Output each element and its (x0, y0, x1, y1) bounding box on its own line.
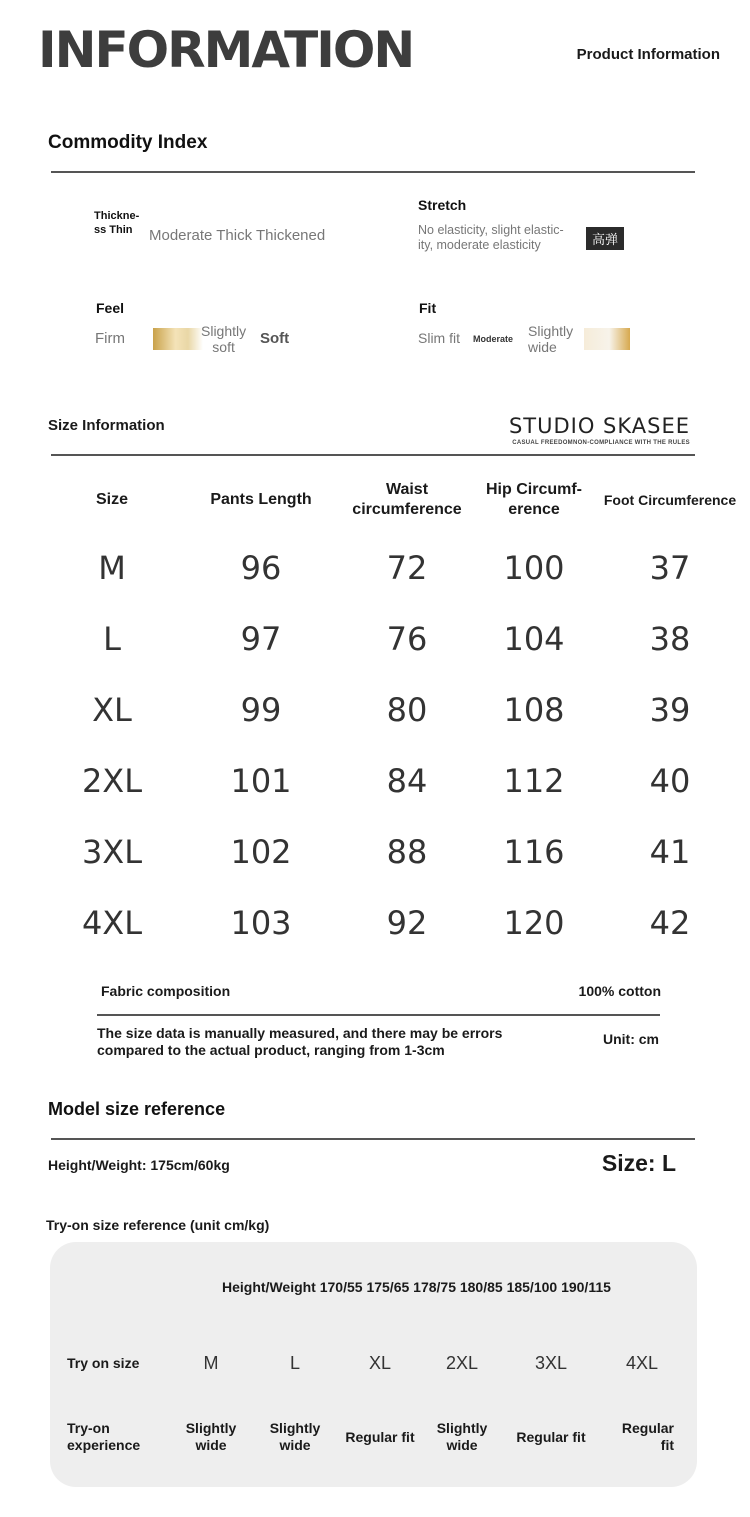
tryon-experience-cell (500, 1429, 602, 1446)
cell-pants-length: 97 (240, 619, 282, 658)
measurement-note-line1: The size data is manually measured, and there may be errors (97, 1025, 503, 1041)
exp-line1: Regular fit (516, 1428, 586, 1445)
table-row (48, 816, 748, 887)
table-row (48, 887, 748, 958)
cell-pants-length: 101 (230, 761, 292, 800)
fit-option-slightly-wide-line2: wide (528, 339, 557, 355)
cell-pants-length: 99 (240, 690, 282, 729)
tryon-reference-panel (50, 1242, 697, 1487)
tryon-experience-cell (602, 1420, 682, 1454)
cell-hip: 116 (503, 832, 565, 871)
size-info-divider (51, 454, 695, 456)
tryon-size-label: Try on size (67, 1355, 140, 1371)
cell-size: 4XL (81, 903, 143, 942)
stretch-options (418, 223, 564, 253)
cell-hip: 112 (503, 761, 565, 800)
cell-pants-length: 103 (230, 903, 292, 942)
tryon-experience-row (50, 1419, 697, 1455)
cell-foot: 37 (649, 548, 691, 587)
fabric-label: Fabric composition (101, 983, 231, 999)
size-table (48, 468, 748, 958)
tryon-size-cell: XL (368, 1352, 392, 1373)
fit-option-slim: Slim fit (418, 330, 460, 346)
cell-foot: 39 (649, 690, 691, 729)
cell-size: L (103, 619, 121, 658)
unit-label: Unit: cm (603, 1031, 659, 1047)
table-row (48, 532, 748, 603)
thickness-options: Moderate Thick Thickened (149, 227, 326, 244)
fit-option-slightly-wide (528, 323, 573, 355)
tryon-experience-cell (336, 1429, 424, 1446)
commodity-index-heading: Commodity Index (48, 132, 208, 153)
header-hip: Hip Circumf- erence (486, 481, 582, 518)
exp-line2: fit (660, 1437, 674, 1453)
cell-hip: 104 (503, 619, 565, 658)
stretch-label: Stretch (418, 197, 467, 213)
size-information-heading: Size Information (48, 417, 165, 434)
model-height-weight: Height/Weight: 175cm/60kg (48, 1157, 230, 1173)
cell-foot: 38 (649, 619, 691, 658)
fit-option-moderate: Moderate (473, 334, 514, 344)
fit-selected-swatch (584, 328, 630, 350)
tryon-experience-cell (254, 1420, 336, 1454)
table-row (48, 603, 748, 674)
header-pants-length: Pants Length (210, 491, 312, 508)
cell-hip: 120 (503, 903, 565, 942)
exp-line1: Slightly (185, 1420, 237, 1436)
model-size: Size: L (601, 1150, 676, 1176)
tryon-experience-cell (168, 1420, 254, 1454)
feel-option-firm: Firm (95, 330, 125, 347)
header-size: Size (95, 491, 128, 508)
exp-line1: Regular fit (345, 1428, 415, 1445)
table-row (48, 674, 748, 745)
tryon-size-cell: 3XL (534, 1352, 568, 1373)
tryon-size-row (50, 1348, 697, 1378)
header-foot: Foot Circumference (603, 492, 737, 508)
fit-option-slightly-wide-line1: Slightly (528, 323, 574, 339)
cell-waist: 92 (386, 903, 428, 942)
cell-foot: 41 (649, 832, 691, 871)
thickness-label-line1: Thickne- (94, 210, 140, 222)
exp-line2: wide (195, 1437, 227, 1453)
tryon-experience-label-line1: Try-on (67, 1420, 110, 1436)
cell-hip: 100 (503, 548, 565, 587)
tryon-size-cell: 2XL (445, 1352, 479, 1373)
cell-waist: 88 (386, 832, 428, 871)
tryon-size-cell: 4XL (625, 1352, 659, 1373)
feel-option-slightly-soft (201, 323, 246, 355)
stretch-options-line2: ity, moderate elasticity (418, 238, 541, 252)
cell-waist: 76 (386, 619, 428, 658)
fit-label: Fit (419, 300, 437, 316)
measurement-note (97, 1025, 502, 1059)
feel-selected-swatch (153, 328, 203, 350)
cell-size: 3XL (81, 832, 143, 871)
cell-pants-length: 102 (230, 832, 292, 871)
exp-line2: wide (279, 1437, 311, 1453)
page-title: INFORMATION (38, 21, 414, 79)
fabric-value: 100% cotton (578, 983, 661, 999)
brand-tagline: CASUAL FREEDOMNON-COMPLIANCE WITH THE RULES (512, 440, 690, 446)
header-waist: Waist circumference (352, 481, 462, 518)
feel-option-slightly-soft-line2: soft (212, 339, 235, 355)
cell-waist: 80 (386, 690, 428, 729)
cell-foot: 40 (649, 761, 691, 800)
stretch-selected-badge: 高弹 (586, 227, 624, 250)
size-table-header (48, 468, 748, 532)
cell-size: 2XL (81, 761, 143, 800)
commodity-divider (51, 171, 695, 173)
measurement-note-line2: compared to the actual product, ranging from 1-3cm (97, 1042, 445, 1058)
feel-label: Feel (96, 300, 125, 316)
exp-line2: wide (446, 1437, 478, 1453)
cell-size: M (98, 548, 126, 587)
tryon-height-weight-row: Height/Weight 170/55 175/65 178/75 180/85 185/100 190/115 (222, 1279, 611, 1295)
cell-foot: 42 (649, 903, 691, 942)
cell-pants-length: 96 (240, 548, 282, 587)
cell-waist: 84 (386, 761, 428, 800)
brand-name: STUDIO SKASEE (508, 414, 690, 438)
fabric-divider (97, 1014, 660, 1016)
tryon-heading: Try-on size reference (unit cm/kg) (46, 1217, 270, 1233)
thickness-label-line2: ss Thin (94, 224, 133, 236)
cell-hip: 108 (503, 690, 565, 729)
model-size-heading: Model size reference (48, 1099, 226, 1119)
exp-line1: Slightly (436, 1420, 488, 1436)
brand-logo (509, 414, 690, 446)
table-row (48, 745, 748, 816)
thickness-label (94, 209, 139, 237)
model-divider (51, 1138, 695, 1140)
feel-option-slightly-soft-line1: Slightly (201, 323, 247, 339)
tryon-experience-label-line2: experience (67, 1437, 141, 1453)
feel-option-soft: Soft (260, 330, 290, 347)
page-subtitle: Product Information (576, 46, 720, 63)
tryon-experience-label (50, 1420, 168, 1454)
exp-line1: Regular (621, 1420, 674, 1436)
tryon-size-cell: L (289, 1352, 300, 1373)
tryon-experience-cell (424, 1420, 500, 1454)
cell-size: XL (92, 690, 132, 729)
tryon-size-cell: M (203, 1352, 219, 1373)
cell-waist: 72 (386, 548, 428, 587)
stretch-options-line1: No elasticity, slight elastic- (418, 223, 564, 237)
exp-line1: Slightly (269, 1420, 321, 1436)
